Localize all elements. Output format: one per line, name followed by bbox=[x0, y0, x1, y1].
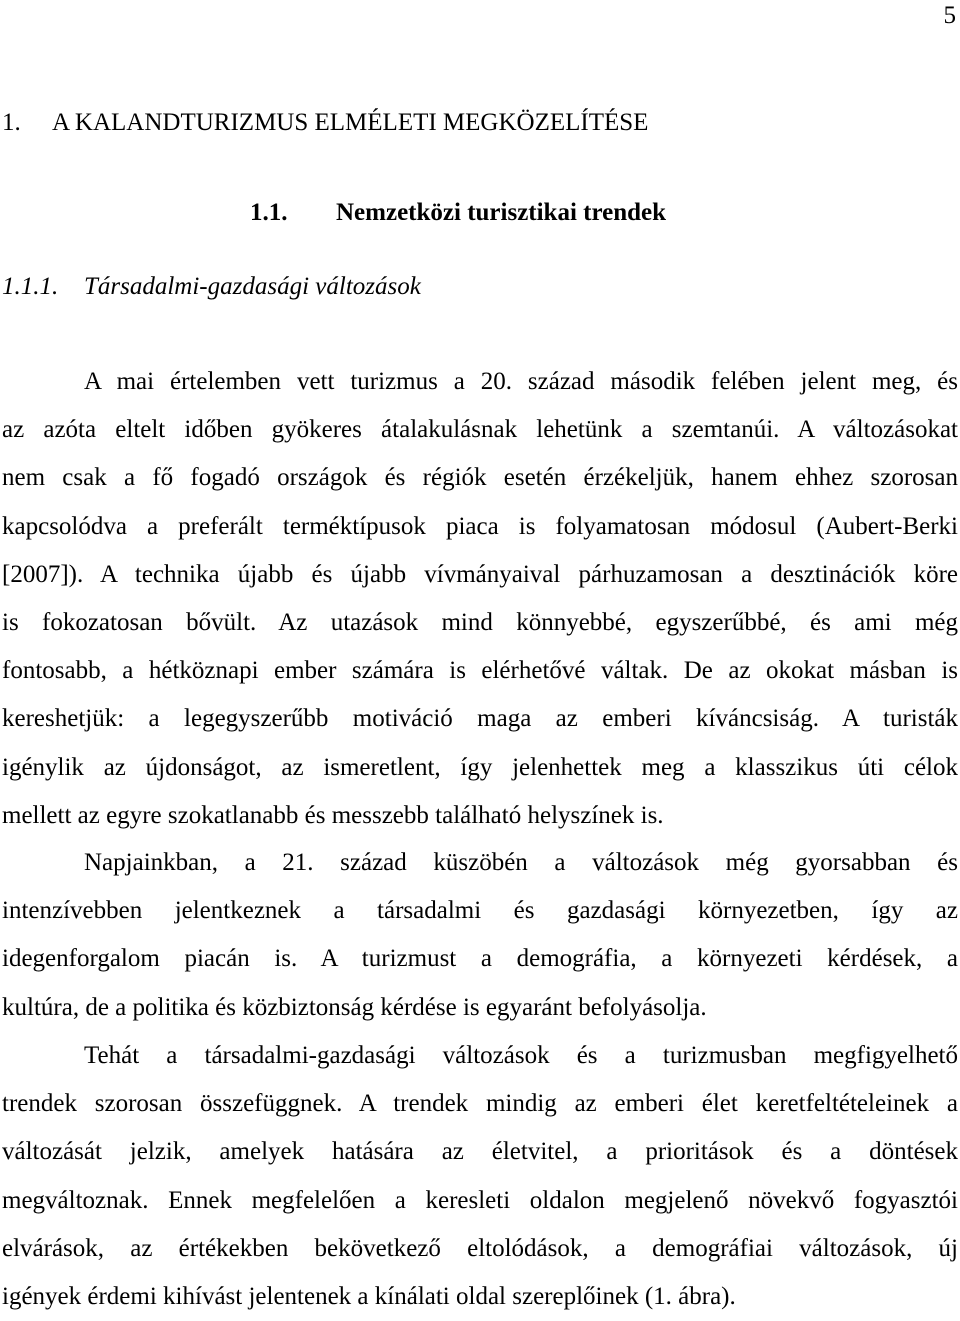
paragraph-line: intenzívebben jelentkeznek a társadalmi és gazdasági környezetben, így az bbox=[2, 897, 958, 925]
paragraph-line: kapcsolódva a preferált terméktípusok piaca is folyamatosan módosul (Aubert-Berki bbox=[2, 512, 958, 540]
page-number: 5 bbox=[943, 2, 956, 29]
paragraph-line: nem csak a fő fogadó országok és régiók esetén érzékeljük, hanem ehhez szorosan bbox=[2, 464, 958, 492]
subsection-heading-title: Társadalmi-gazdasági változások bbox=[84, 273, 421, 300]
paragraph-1 bbox=[2, 358, 958, 840]
paragraph-line: változását jelzik, amelyek hatására az életvitel, a prioritások és a döntések bbox=[2, 1138, 958, 1166]
paragraph-line: elvárások, az értékekben bekövetkező eltolódások, a demográfiai változások, új bbox=[2, 1234, 958, 1262]
paragraph-line: Tehát a társadalmi-gazdasági változások és a turizmusban megfigyelhető bbox=[84, 1042, 958, 1069]
paragraph-line: kultúra, de a politika és közbiztonság kérdése is egyaránt befolyásolja. bbox=[2, 993, 707, 1021]
paragraph-line: az azóta eltelt időben gyökeres átalakulásnak lehetünk a szemtanúi. A változásokat bbox=[2, 416, 958, 444]
paragraph-line: [2007]). A technika újabb és újabb vívmányaival párhuzamosan a desztinációk köre bbox=[2, 560, 958, 588]
section-heading-number: 1.1. bbox=[250, 199, 288, 226]
chapter-heading-title: A KALANDTURIZMUS ELMÉLETI MEGKÖZELÍTÉSE bbox=[52, 109, 649, 136]
subsection-heading-number: 1.1.1. bbox=[2, 273, 59, 300]
paragraph-line: is fokozatosan bővült. Az utazások mind könnyebbé, egyszerűbbé, és ami még bbox=[2, 609, 958, 637]
paragraph-line: trendek szorosan összefüggnek. A trendek mindig az emberi élet keretfeltételeinek a bbox=[2, 1090, 958, 1118]
subsection-heading bbox=[2, 270, 421, 304]
paragraph-line: megváltoznak. Ennek megfelelően a keresleti oldalon megjelenő növekvő fogyasztói bbox=[2, 1186, 958, 1214]
paragraph-line: fontosabb, a hétköznapi ember számára is elérhetővé váltak. De az okokat másban is bbox=[2, 657, 958, 685]
paragraph-line: A mai értelemben vett turizmus a 20. század második felében jelent meg, és bbox=[84, 368, 958, 395]
paragraph-line: kereshetjük: a legegyszerűbb motiváció maga az emberi kíváncsiság. A turisták bbox=[2, 705, 958, 733]
paragraph-line: idegenforgalom piacán is. A turizmust a demográfia, a környezeti kérdések, a bbox=[2, 945, 958, 973]
section-heading bbox=[250, 196, 666, 230]
section-heading-title: Nemzetközi turisztikai trendek bbox=[336, 199, 667, 226]
chapter-heading-number: 1. bbox=[2, 109, 21, 136]
paragraph-2 bbox=[2, 839, 958, 1032]
paragraph-line: igények érdemi kihívást jelentenek a kínálati oldal szereplőinek (1. ábra). bbox=[2, 1283, 736, 1311]
chapter-heading bbox=[2, 106, 648, 140]
paragraph-3 bbox=[2, 1032, 958, 1321]
paragraph-line: mellett az egyre szokatlanabb és messzebb található helyszínek is. bbox=[2, 801, 664, 829]
paragraph-line: igénylik az újdonságot, az ismeretlent, így jelenhettek meg a klasszikus úti célok bbox=[2, 753, 958, 781]
paragraph-line: Napjainkban, a 21. század küszöbén a változások még gyorsabban és bbox=[84, 849, 958, 876]
